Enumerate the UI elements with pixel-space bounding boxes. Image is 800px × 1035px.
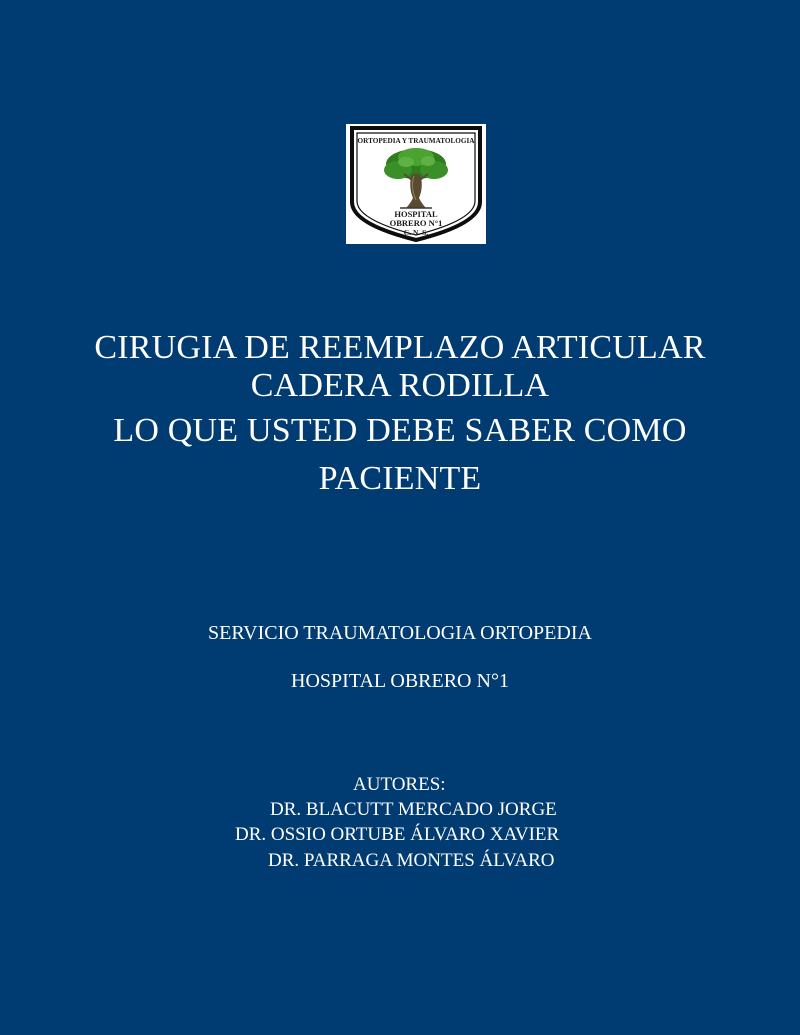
title-line-1: CIRUGIA DE REEMPLAZO ARTICULAR bbox=[94, 329, 706, 366]
logo-top-text: ORTOPEDIA Y TRAUMATOLOGIA bbox=[357, 137, 475, 145]
service-name: SERVICIO TRAUMATOLOGIA ORTOPEDIA bbox=[208, 622, 592, 644]
author-item: DR. BLACUTT MERCADO JORGE bbox=[270, 799, 557, 820]
shield-emblem-icon bbox=[346, 124, 486, 244]
author-item: DR. PARRAGA MONTES ÁLVARO bbox=[268, 850, 555, 871]
logo-line-obrero: OBRERO N°1 bbox=[389, 218, 443, 228]
title-line-4: PACIENTE bbox=[318, 460, 482, 497]
logo-line-cns: C. N. S. bbox=[403, 228, 429, 237]
author-item: DR. OSSIO ORTUBE ÁLVARO XAVIER bbox=[235, 824, 560, 845]
authors-heading: AUTORES: bbox=[353, 774, 446, 795]
hospital-name: HOSPITAL OBRERO N°1 bbox=[291, 670, 509, 692]
title-line-3: LO QUE USTED DEBE SABER COMO bbox=[113, 412, 687, 449]
title-line-2: CADERA RODILLA bbox=[250, 367, 550, 404]
logo-line-hospital: HOSPITAL bbox=[394, 209, 438, 219]
hospital-logo bbox=[346, 124, 486, 244]
